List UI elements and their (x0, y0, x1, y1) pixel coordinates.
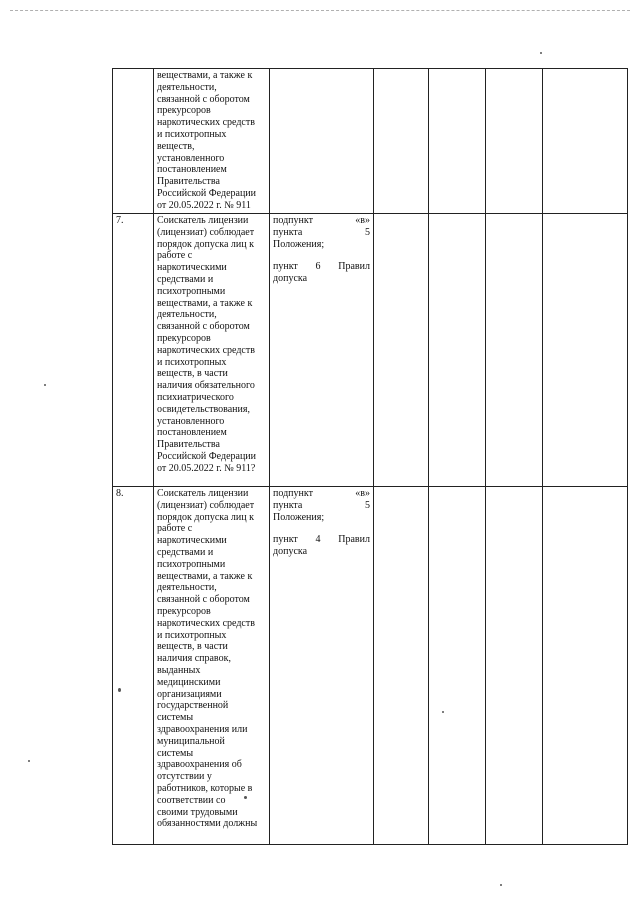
reference-line: пункт 4 Правил (273, 534, 370, 546)
note-cell (543, 69, 628, 214)
reference-line: подпункт «в» (273, 488, 370, 499)
reference-line: пункта 5 (273, 226, 370, 238)
answer-cell (486, 214, 543, 487)
scan-speck (500, 884, 502, 886)
scan-speck (44, 384, 46, 386)
answer-cell (374, 69, 429, 214)
reference-spacer (273, 523, 370, 534)
reference-cell (270, 69, 374, 214)
reference-cell (270, 214, 374, 487)
row-number: 7. (113, 214, 154, 487)
reference-spacer (273, 250, 370, 261)
reference-cell (270, 487, 374, 845)
row-number (113, 69, 154, 214)
answer-cell (429, 214, 486, 487)
scan-speck (540, 52, 542, 54)
checklist-table (112, 68, 628, 845)
note-cell (543, 487, 628, 845)
reference-line: пункта 5 (273, 499, 370, 511)
answer-cell (429, 487, 486, 845)
table-row (113, 487, 628, 845)
requirement-cell (154, 214, 270, 487)
reference-line: допуска (273, 546, 308, 558)
requirement-text: веществами, а также к деятельности, связанной с оборотом прекурсоров наркотических средств и психотропных веществ, установленного постановлением Правительства Российской Федерации от 20.05.2022 г. № 911 (157, 70, 257, 211)
answer-cell (374, 214, 429, 487)
answer-cell (429, 69, 486, 214)
reference-line: Положения; (273, 238, 325, 250)
reference-line: подпункт «в» (273, 215, 370, 226)
scan-speck (28, 760, 30, 762)
answer-cell (486, 487, 543, 845)
requirement-text: Соискатель лицензии (лицензиат) соблюдает порядок допуска лиц к работе с наркотическими средствами и психотропными веществами, а также к деятельности, связанной с оборотом прекурсоров наркотических средств и психотропных веществ, в части наличия справок, выданных медицинскими организациями государственной системы здравоохранения или муниципальной системы здравоохранения об отсутствии у работников, которые в соответствии со своими трудовыми обязанностями должны (157, 488, 258, 830)
requirement-cell (154, 69, 270, 214)
requirement-text: Соискатель лицензии (лицензиат) соблюдает порядок допуска лиц к работе с наркотическими средствами и психотропными веществами, а также к деятельности, связанной с оборотом прекурсоров наркотических средств и психотропных веществ, в части наличия обязательного психиатрического освидетельствования, установленного постановлением Правительства Российской Федерации от 20.05.2022 г. № 911? (157, 215, 257, 474)
reference-line: пункт 6 Правил (273, 261, 370, 273)
requirement-cell (154, 487, 270, 845)
scan-artifact-line (10, 10, 630, 11)
reference-line: Положения; (273, 511, 325, 523)
table-row (113, 69, 628, 214)
answer-cell (374, 487, 429, 845)
answer-cell (486, 69, 543, 214)
row-number: 8. (113, 487, 154, 845)
note-cell (543, 214, 628, 487)
table-row (113, 214, 628, 487)
reference-line: допуска (273, 273, 308, 285)
